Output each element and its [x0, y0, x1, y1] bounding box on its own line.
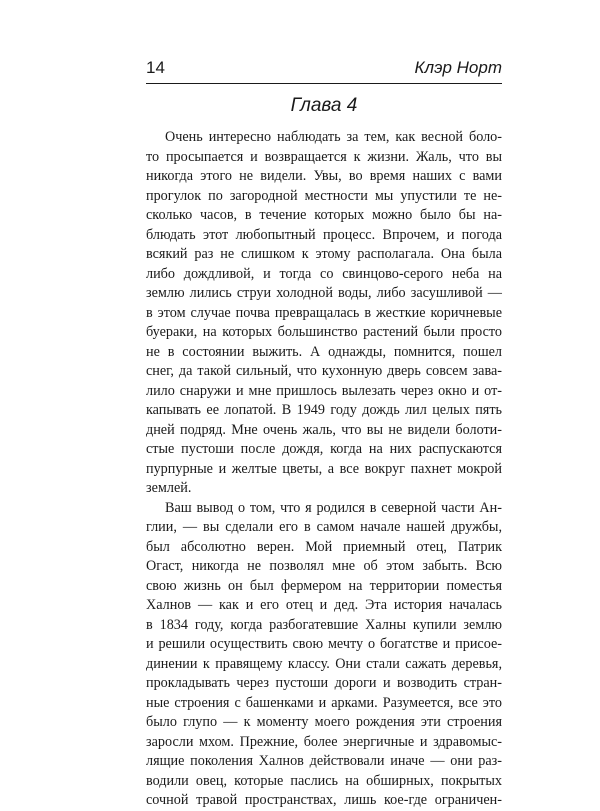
- text-line: никогда этого не видели. Увы, во время наших с вами: [146, 168, 502, 184]
- text-line: в этом случае почва превращалась в жесткие коричневые: [146, 304, 502, 321]
- text-line: динении к правящему классу. Они стали сажать деревья,: [146, 655, 502, 672]
- text-line: сколько часов, в течение которых можно было бы на-: [146, 207, 502, 223]
- text-line: прокладывать через пустоши дороги и возводить стран-: [146, 675, 502, 691]
- text-line: в 1834 году, когда разбогатевшие Халны купили землю: [146, 616, 502, 633]
- text-line: пурпурные и желтые цветы, а все вокруг пахнет мокрой: [146, 460, 502, 477]
- text-line: землю лились струи холодной воды, либо засушливой —: [146, 285, 502, 301]
- text-line: Очень интересно наблюдать за тем, как весной боло-: [165, 129, 502, 145]
- text-line: лящие поколения Халнов действовали иначе — они раз-: [146, 753, 502, 769]
- text-line: землей.: [146, 480, 192, 496]
- text-line: снег, да такой сильный, что кухонную дверь совсем зава-: [146, 363, 502, 379]
- text-line: то просыпается и возвращается к жизни. Жаль, что вы: [146, 148, 502, 165]
- author-name: Клэр Норт: [414, 58, 502, 77]
- text-line: буераки, на которых большинство растений были просто: [146, 324, 502, 340]
- text-line: был абсолютно верен. Мой приемный отец, Патрик: [146, 538, 502, 555]
- text-line: лило снаружи и мне пришлось вылезать через окно и от-: [146, 382, 502, 399]
- text-line: капывать ее лопатой. В 1949 году дождь лил целых пять: [146, 402, 502, 418]
- text-line: было глупо — к моменту моего рождения эти строения: [146, 714, 502, 730]
- page-number: 14: [146, 58, 165, 77]
- text-line: дней подряд. Мне очень жаль, что вы не видели болоти-: [146, 421, 502, 438]
- text-line: ные строения с башенками и арками. Разумеется, все это: [146, 694, 502, 711]
- text-line: и решили осуществить свою мечту о богатстве и присое-: [146, 636, 502, 652]
- text-line: водили овец, которые паслись на обширных, покрытых: [146, 772, 502, 789]
- text-line: либо дождливой, и тогда со свинцово-серого неба на: [146, 265, 502, 282]
- text-line: Огаст, никогда не позволял мне об этом забыть. Всю: [146, 558, 502, 574]
- text-line: блюдать этот любопытный процесс. Впрочем, и погода: [146, 226, 502, 243]
- running-head: [146, 58, 502, 82]
- chapter-title: Глава 4: [290, 95, 358, 116]
- text-line: всякий раз не слишком к этому располагала. Она была: [146, 246, 502, 262]
- text-line: Ваш вывод о том, что я родился в северной части Ан-: [165, 499, 502, 516]
- text-line: не в состоянии выжить. А однажды, помнится, пошел: [146, 343, 502, 360]
- text-line: стые пустоши после дождя, когда на них распускаются: [146, 441, 502, 457]
- text-line: Халнов — как и его отец и дед. Эта история началась: [146, 597, 502, 613]
- text-line: свою жизнь он был фермером на территории поместья: [146, 577, 502, 594]
- text-line: глии, — вы сделали его в самом начале нашей дружбы,: [146, 519, 502, 535]
- header-rule: [146, 83, 502, 84]
- body-text: [146, 128, 502, 811]
- text-line: сочной травой пространствах, лишь кое-где ограничен-: [146, 792, 502, 808]
- text-line: заросли мхом. Прежние, более энергичные и здравомыс-: [146, 733, 502, 750]
- text-line: прогулок по загородной местности мы упустили те не-: [146, 187, 502, 204]
